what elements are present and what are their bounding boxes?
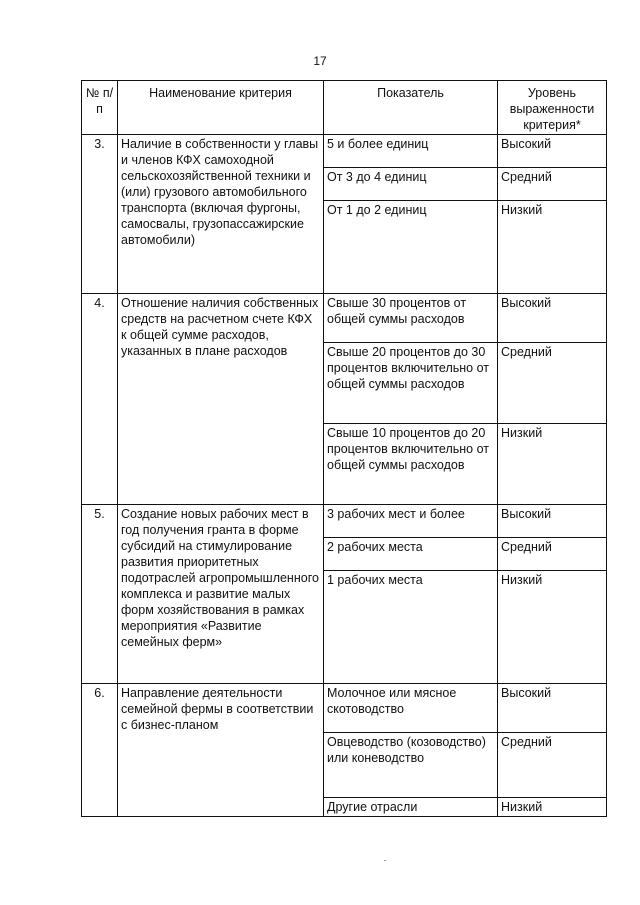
level-cell: Средний xyxy=(498,343,607,424)
criteria-table xyxy=(81,80,607,817)
criterion-number: 5. xyxy=(82,505,118,684)
scan-speck xyxy=(384,860,386,861)
indicator-cell: 5 и более единиц xyxy=(324,135,498,168)
indicator-cell: 3 рабочих мест и более xyxy=(324,505,498,538)
indicator-cell: Молочное или мясное скотоводство xyxy=(324,684,498,733)
criterion-name: Создание новых рабочих мест в год получения гранта в форме субсидий на стимулирование развития приоритетных подотраслей агропромышленного комплекса и развитие малых форм хозяйствования в рамках мероприятия «Развитие семейных ферм» xyxy=(118,505,324,684)
level-cell: Низкий xyxy=(498,424,607,505)
table-row xyxy=(82,135,607,168)
criterion-name: Направление деятельности семейной фермы в соответствии с бизнес-планом xyxy=(118,684,324,817)
indicator-cell: 2 рабочих места xyxy=(324,538,498,571)
indicator-cell: Свыше 30 процентов от общей суммы расходов xyxy=(324,294,498,343)
table-header-row xyxy=(82,81,607,135)
level-cell: Низкий xyxy=(498,201,607,294)
level-cell: Высокий xyxy=(498,135,607,168)
criterion-name: Наличие в собственности у главы и членов КФХ самоходной сельскохозяйственной техники и (или) грузового автомобильного транспорта (включая фургоны, самосвалы, грузопассажирские автомобили) xyxy=(118,135,324,294)
criterion-number: 4. xyxy=(82,294,118,505)
level-cell: Высокий xyxy=(498,294,607,343)
level-cell: Высокий xyxy=(498,505,607,538)
level-cell: Низкий xyxy=(498,798,607,817)
level-cell: Средний xyxy=(498,168,607,201)
table-row xyxy=(82,684,607,733)
level-cell: Высокий xyxy=(498,684,607,733)
table-row xyxy=(82,505,607,538)
page-number: 17 xyxy=(313,54,327,68)
criterion-number: 6. xyxy=(82,684,118,817)
level-cell: Средний xyxy=(498,733,607,798)
level-cell: Средний xyxy=(498,538,607,571)
criterion-name: Отношение наличия собственных средств на расчетном счете КФХ к общей сумме расходов, указанных в плане расходов xyxy=(118,294,324,505)
criterion-number: 3. xyxy=(82,135,118,294)
indicator-cell: От 1 до 2 единиц xyxy=(324,201,498,294)
indicator-cell: От 3 до 4 единиц xyxy=(324,168,498,201)
header-criterion-name: Наименование критерия xyxy=(118,81,324,135)
indicator-cell: Другие отрасли xyxy=(324,798,498,817)
header-level: Уровень выраженности критерия* xyxy=(498,81,607,135)
indicator-cell: 1 рабочих места xyxy=(324,571,498,684)
indicator-cell: Свыше 10 процентов до 20 процентов включительно от общей суммы расходов xyxy=(324,424,498,505)
indicator-cell: Свыше 20 процентов до 30 процентов включительно от общей суммы расходов xyxy=(324,343,498,424)
indicator-cell: Овцеводство (козоводство) или коневодство xyxy=(324,733,498,798)
level-cell: Низкий xyxy=(498,571,607,684)
header-indicator: Показатель xyxy=(324,81,498,135)
table-row xyxy=(82,294,607,343)
header-number: № п/ п xyxy=(82,81,118,135)
